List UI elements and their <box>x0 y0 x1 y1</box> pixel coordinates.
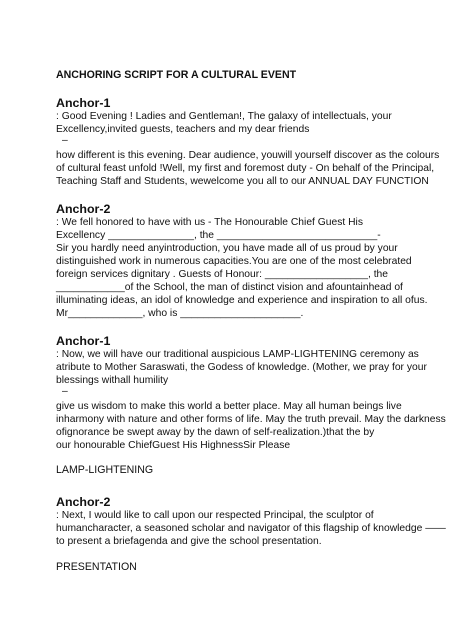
text-line: of cultural feast unfold !Well, my first and foremost duty - On behalf of the Principal, <box>56 163 435 174</box>
stage-direction: LAMP-LIGHTENING <box>56 464 154 476</box>
text-line: humancharacter, a seasoned scholar and navigator of this flagship of knowledge —— <box>56 523 446 534</box>
stage-direction: PRESENTATION <box>56 561 137 573</box>
section-heading: Anchor-2 <box>56 495 111 509</box>
text-line: blessings withall humility <box>56 375 169 386</box>
text-line: foreign services dignitary . Guests of Honour: __________________, the <box>56 269 389 280</box>
text-line: Excellency _______________, the ____________________________- <box>56 230 381 241</box>
text-line: ofignorance be swept away by the dawn of self-realization.)that the by <box>56 427 375 438</box>
text-line: ____________of the School, the man of distinct vision and afountainhead of <box>56 282 403 293</box>
text-line: atribute to Mother Saraswati, the Godess of knowledge. (Mother, we pray for your <box>56 362 427 373</box>
text-line: distinguished work in numerous capacities.You are one of the most celebrated <box>56 256 412 267</box>
text-line: to present a briefagenda and give the school presentation. <box>56 536 322 547</box>
text-line: : We fell honored to have with us - The Honourable Chief Guest His <box>56 217 363 228</box>
document-title: ANCHORING SCRIPT FOR A CULTURAL EVENT <box>56 69 297 81</box>
text-line: Mr_____________, who is _____________________. <box>56 308 304 319</box>
text-line: : Next, I would like to call upon our respected Principal, the sculptor of <box>56 510 374 521</box>
text-line: how different is this evening. Dear audience, youwill yourself discover as the colours <box>56 150 440 161</box>
text-line: : Now, we will have our traditional auspicious LAMP-LIGHTENING ceremony as <box>56 349 419 360</box>
section-heading: Anchor-1 <box>56 334 111 348</box>
text-line: : Good Evening ! Ladies and Gentleman!, The galaxy of intellectuals, your <box>56 111 392 122</box>
text-line: give us wisdom to make this world a better place. May all human beings live <box>56 401 402 412</box>
dash-mark: – <box>62 386 68 397</box>
text-line: inharmony with nature and other forms of life. May the truth prevail. May the darkness <box>56 414 446 425</box>
text-line: Teaching Staff and Students, wewelcome you all to our ANNUAL DAY FUNCTION <box>56 176 429 187</box>
section-heading: Anchor-2 <box>56 202 111 216</box>
text-line: illuminating ideas, an idol of knowledge and experience and inspiration to all ofus. <box>56 295 428 306</box>
dash-mark: – <box>62 135 68 146</box>
text-line: our honourable ChiefGuest His HighnessSir Please <box>56 440 291 451</box>
text-line: Sir you hardly need anyintroduction, you have made all of us proud by your <box>56 243 398 254</box>
section-heading: Anchor-1 <box>56 96 111 110</box>
text-line: Excellency,invited guests, teachers and my dear friends <box>56 124 310 135</box>
